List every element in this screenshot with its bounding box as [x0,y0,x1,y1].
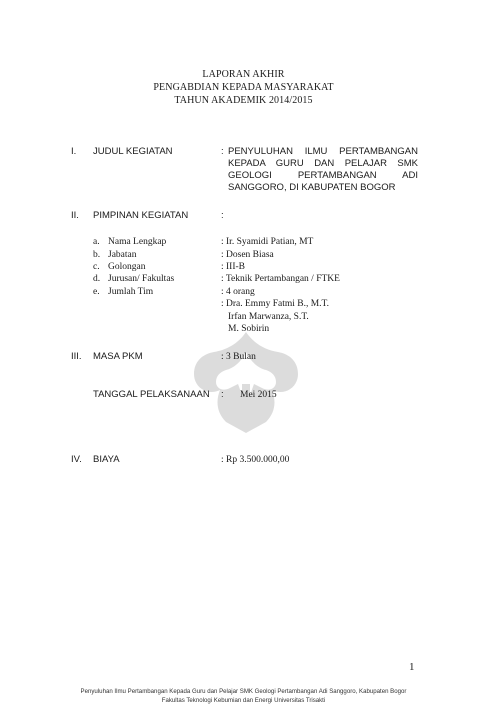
item-value-team-size: : 4 orang [221,287,255,297]
item-label-name: Nama Lengkap [108,237,167,247]
item-letter: d. [93,274,101,284]
team-member: Irfan Marwanza, S.T. [228,312,309,322]
implementation-date-value: Mei 2015 [240,390,277,400]
duration-value: : 3 Bulan [221,352,256,362]
academic-year: TAHUN AKADEMIK 2014/2015 [174,95,313,106]
item-label-team-size: Jumlah Tim [108,287,154,297]
section-2-colon: : [221,210,224,221]
report-subtitle: PENGABDIAN KEPADA MASYARAKAT [153,82,334,93]
section-2-label: PIMPINAN KEGIATAN [93,210,189,221]
item-label-department: Jurusan/ Fakultas [108,274,175,284]
team-member: M. Sobirin [228,324,270,334]
section-3-number: III. [71,351,82,362]
section-2-number: II. [71,210,79,221]
footer-institution: Fakultas Teknologi Kebumian dan Energi Universitas Trisakti [161,697,326,704]
budget-value: : Rp 3.500.000,00 [221,455,290,465]
item-label-grade: Golongan [108,262,146,272]
team-member: : Dra. Emmy Fatmi B., M.T. [221,299,330,309]
section-1-colon: : [221,146,224,157]
section-4-label: BIAYA [93,454,120,465]
section-1-number: I. [71,146,77,157]
footer-line: Penyuluhan Ilmu Pertambangan Kepada Guru dan Pelajar SMK Geologi Pertambangan Adi Sanggoro, Kabupaten Bogor [80,688,407,695]
item-value-grade: : III-B [221,262,246,272]
university-logo-watermark [186,330,306,435]
project-title-line: KEPADA GURU DAN PELAJAR SMK [228,158,418,169]
item-label-position: Jabatan [108,250,137,260]
project-title-line: PENYULUHAN ILMU PERTAMBANGAN [228,146,418,157]
item-letter: c. [93,262,100,272]
item-value-position: : Dosen Biasa [221,250,274,260]
report-title: LAPORAN AKHIR [202,69,285,80]
item-letter: a. [93,237,100,247]
project-title-line: GEOLOGI PERTAMBANGAN ADI [228,170,418,181]
section-3-label: MASA PKM [93,351,143,362]
project-title-line: SANGGORO, DI KABUPATEN BOGOR [228,182,396,193]
implementation-date-colon: : [221,389,224,400]
section-4-number: IV. [71,454,82,465]
item-value-department: : Teknik Pertambangan / FTKE [221,274,340,284]
item-letter: b. [93,250,101,260]
section-1-label: JUDUL KEGIATAN [93,146,173,157]
item-value-name: : Ir. Syamidi Patian, MT [221,237,314,247]
page-number: 1 [409,661,415,673]
implementation-date-label: TANGGAL PELAKSANAAN [93,389,210,400]
item-letter: e. [93,287,100,297]
